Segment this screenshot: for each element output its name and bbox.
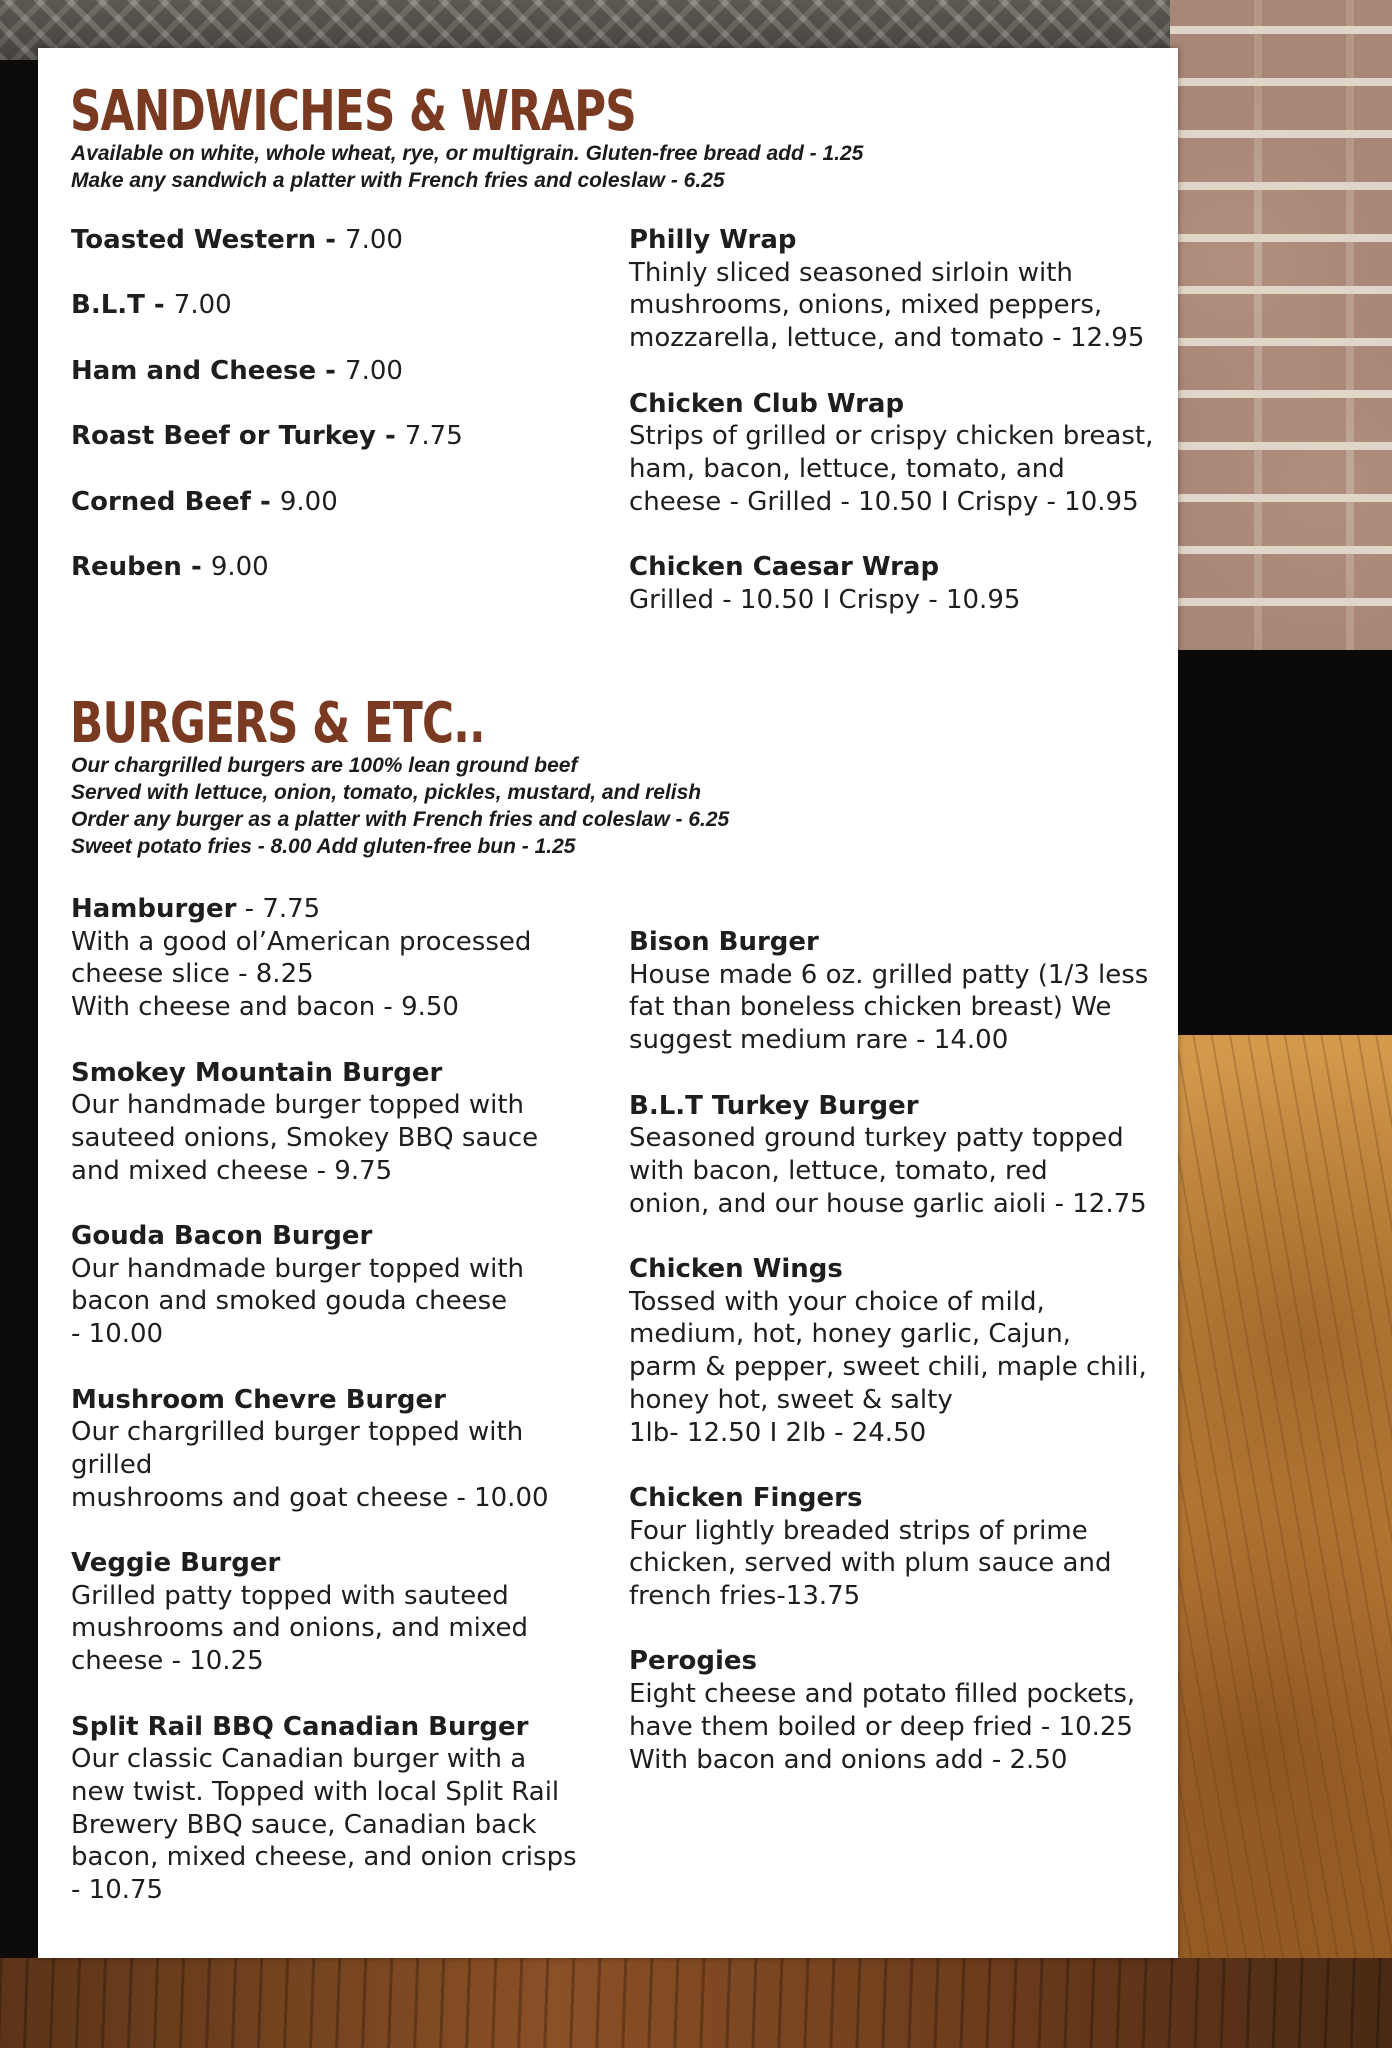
- note-line: Order any burger as a platter with French fries and coleslaw - 6.25: [71, 808, 730, 831]
- item-name: Ham and Cheese -: [71, 355, 346, 386]
- menu-item: [71, 893, 611, 1024]
- background-brick-texture: [1170, 0, 1392, 650]
- menu-item: [71, 224, 611, 257]
- section-title-burgers: BURGERS & ETC..: [70, 691, 485, 756]
- menu-item: [71, 551, 611, 584]
- menu-item: [629, 1090, 1169, 1221]
- background-dark-panel: [1170, 650, 1392, 1035]
- item-description: Seasoned ground turkey patty topped with bacon, lettuce, tomato, red onion, and our house garlic aioli - 12.75: [629, 1123, 1147, 1219]
- item-name: Roast Beef or Turkey -: [71, 421, 405, 452]
- menu-item: [629, 1253, 1169, 1449]
- sandwiches-left-column: [71, 224, 611, 616]
- menu-item: [629, 926, 1169, 1057]
- item-description: Grilled patty topped with sauteed mushrooms and onions, and mixed cheese - 10.25: [71, 1580, 528, 1677]
- menu-item: [629, 551, 1169, 616]
- menu-item: [629, 388, 1169, 519]
- item-name: Philly Wrap: [629, 225, 797, 255]
- item-name: Bison Burger: [629, 927, 819, 957]
- item-name: Chicken Club Wrap: [629, 388, 905, 419]
- sandwiches-notes: [71, 140, 863, 194]
- item-description: Our handmade burger topped with sauteed onions, Smokey BBQ sauce and mixed cheese - 9.75: [71, 1090, 539, 1186]
- item-description: Thinly sliced seasoned sirloin with mushrooms, onions, mixed peppers, mozzarella, lettuce, and tomato - 12.95: [629, 257, 1145, 354]
- menu-item: [71, 355, 611, 388]
- menu-item: [71, 420, 611, 453]
- sandwiches-right-column: [629, 224, 1169, 649]
- item-description: Four lightly breaded strips of prime chicken, served with plum sauce and french fries-13.75: [629, 1515, 1112, 1612]
- item-description: Grilled - 10.50 I Crispy - 10.95: [629, 584, 1021, 615]
- item-name: Hamburger: [71, 894, 237, 924]
- item-name: Chicken Wings: [629, 1254, 843, 1284]
- burgers-notes: [71, 752, 729, 860]
- item-price: - 7.75: [236, 894, 321, 924]
- item-name: Toasted Western -: [71, 225, 346, 255]
- menu-item: [71, 1711, 611, 1907]
- item-name: Corned Beef -: [71, 486, 280, 517]
- item-description: Our chargrilled burger topped with grilled mushrooms and goat cheese - 10.00: [71, 1417, 549, 1513]
- item-price: 9.00: [210, 551, 269, 582]
- note-line: Served with lettuce, onion, tomato, pickles, mustard, and relish: [71, 781, 702, 804]
- burgers-right-column: [629, 926, 1169, 1809]
- menu-item: [71, 486, 611, 519]
- note-line: Sweet potato fries - 8.00 Add gluten-free bun - 1.25: [71, 835, 576, 858]
- item-description: Strips of grilled or crispy chicken breast, ham, bacon, lettuce, tomato, and cheese - Grilled - 10.50 I Crispy - 10.95: [629, 421, 1154, 517]
- item-name: Reuben -: [71, 551, 211, 582]
- section-title-sandwiches: SANDWICHES & WRAPS: [70, 79, 636, 144]
- item-price: 7.00: [345, 225, 403, 255]
- burgers-left-column: [71, 893, 611, 1939]
- background-left-strip: [0, 60, 38, 1960]
- item-name: Chicken Fingers: [629, 1482, 863, 1513]
- menu-item: [629, 224, 1169, 355]
- menu-item: [71, 1057, 611, 1188]
- item-description: Our handmade burger topped with bacon and smoked gouda cheese - 10.00: [71, 1253, 525, 1350]
- menu-item: [71, 1384, 611, 1515]
- item-description: Eight cheese and potato filled pockets, have them boiled or deep fried - 10.25 With bacon and onions add - 2.50: [629, 1679, 1136, 1775]
- menu-item: [629, 1482, 1169, 1613]
- item-name: B.L.T -: [71, 290, 174, 321]
- item-name: Chicken Caesar Wrap: [629, 552, 940, 582]
- note-line: Make any sandwich a platter with French fries and coleslaw - 6.25: [71, 169, 725, 192]
- item-price: 7.00: [345, 355, 403, 386]
- menu-item: [71, 289, 611, 322]
- item-name: Perogies: [629, 1646, 758, 1677]
- item-name: Split Rail BBQ Canadian Burger: [71, 1711, 529, 1742]
- item-description: Our classic Canadian burger with a new twist. Topped with local Split Rail Brewery BBQ sauce, Canadian back bacon, mixed cheese, and onion crisps - 10.75: [71, 1744, 577, 1906]
- menu-item: [629, 1645, 1169, 1776]
- note-line: Our chargrilled burgers are 100% lean ground beef: [71, 754, 578, 777]
- note-line: Available on white, whole wheat, rye, or multigrain. Gluten-free bread add - 1.25: [71, 142, 864, 165]
- item-name: Gouda Bacon Burger: [71, 1221, 373, 1251]
- item-name: Veggie Burger: [71, 1548, 281, 1578]
- background-wood-floor: [0, 1958, 1392, 2048]
- menu-item: [71, 1547, 611, 1678]
- background-wood-texture: [1170, 1035, 1392, 2048]
- item-price: 9.00: [279, 486, 338, 517]
- menu-item: [71, 1220, 611, 1351]
- item-name: Mushroom Chevre Burger: [71, 1384, 446, 1415]
- item-description: Tossed with your choice of mild, medium, hot, honey garlic, Cajun, parm & pepper, sweet chili, maple chili, honey hot, sweet & salty 1lb- 12.50 I 2lb - 24.50: [629, 1286, 1147, 1448]
- menu-page: [38, 48, 1178, 1958]
- item-description: House made 6 oz. grilled patty (1/3 less fat than boneless chicken breast) We suggest medium rare - 14.00: [629, 959, 1149, 1056]
- item-description: With a good ol’American processed cheese slice - 8.25 With cheese and bacon - 9.50: [71, 926, 532, 1023]
- item-name: Smokey Mountain Burger: [71, 1057, 443, 1088]
- item-name: B.L.T Turkey Burger: [629, 1090, 919, 1121]
- item-price: 7.75: [404, 421, 463, 452]
- item-price: 7.00: [173, 290, 232, 321]
